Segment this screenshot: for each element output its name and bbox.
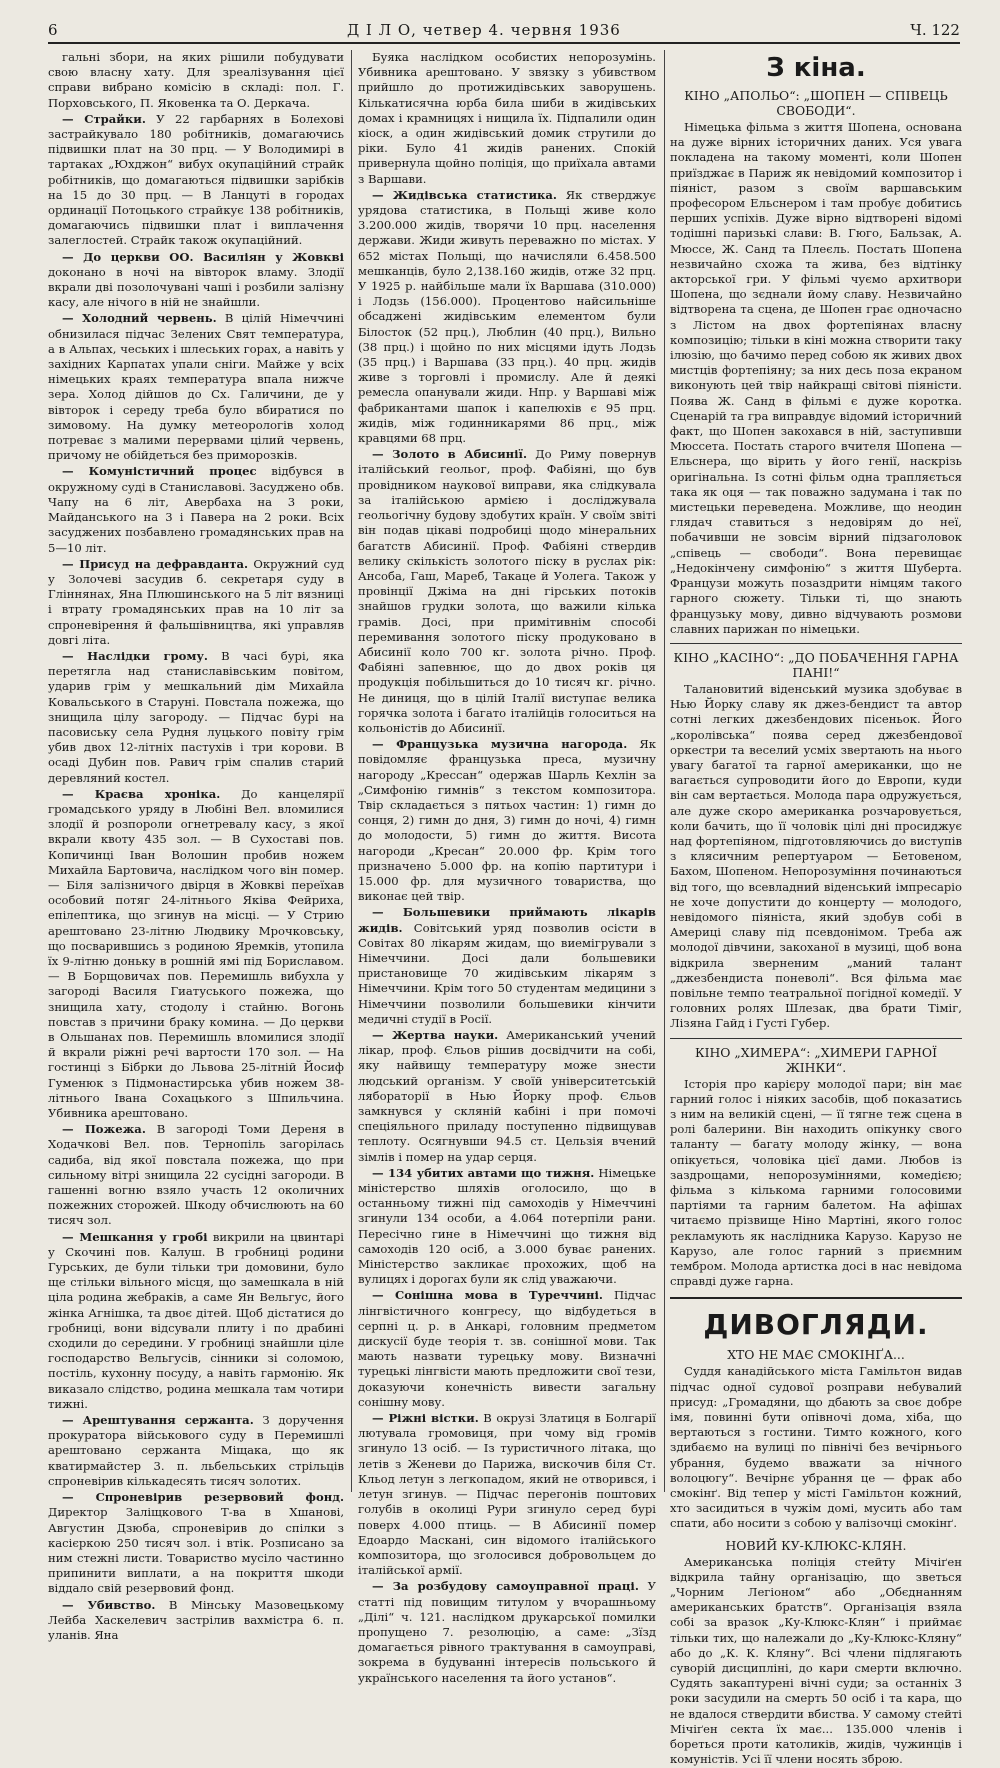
news-item-text: В окрузі Златиця в Болгарії лютувала громовиця, при чому від громів згинуло 13 осіб. — Із туристичного літака, що летів з Женеви до Парижа, вискочив біля Ст. Кльод летун з легкопадом, який не отворився, і летун згинув. — Підчас перегонів поштових голубів в околиці Рури згинуло серед бурі поверх 4.000 птиць. — В Абисинії помер Едоардо Маскані, син відомого італійського композитора, що зголосився добровольцем до італійської армії. <box>358 1411 657 1578</box>
news-item <box>48 1490 344 1596</box>
news-item <box>358 1579 656 1685</box>
divider <box>670 1297 962 1299</box>
news-item <box>48 1598 344 1644</box>
news-item-title: — Убивство. <box>62 1597 156 1612</box>
news-item-title: — Холодний червень. <box>62 311 217 326</box>
curiosity-text: Американська поліція стейту Мічіґен відкрила тайну організацію, що зветься „Чорним Легіоном“ або „Обєднанням американських братств“. Організація взяла собі за вразок „Ку-Клюкс-Клян“ і приймає тільки тих, що належали до „Ку-Клюкс-Кляну“ або до „К. К. Кляну“. Всі члени підлягають суворій дисципліні, до кари смерти включно. Судять закаптурені вічні суди; за останніх 3 роки засудили на смерть 50 осіб і та кара, що не вдалося ствердити вбиства. У самому стейті Мічіґен секта їх має... 135.000 членів і бореться проти католиків, жидів, чужинців і комуністів. Усі її члени носять зброю. <box>670 1554 962 1767</box>
news-item-title: — Большевики приймають лікарів жидів. <box>358 905 656 935</box>
news-item-text: В часі бурі, яка перетягла над станиславівським повітом, ударив грім у мешкальний дім Михайла Ковальського в Старуні. Повстала пожежа, що знищила цілу загороду. — Підчас бурі на пасовиську села Рудня луцького повіту грім убив двох 12-літніх пастухів і три корови. В осаді Дубин пов. Равич грім спалив старий деревляний костел. <box>48 648 344 785</box>
news-item-title: — Страйки. <box>62 111 146 126</box>
film-review-title: КІНО „ХИМЕРА“: „ХИМЕРИ ГАРНОЇ ЖІНКИ“. <box>695 1044 937 1075</box>
news-item-title: — Ріжні вістки. <box>372 1411 479 1426</box>
news-item-text: Совітський уряд позволив осісти в Совітах 80 лікарям жидам, що виемігрували з Німеччини. Досі дали большевики пристановище 70 жидівським лікарям з Німеччини. Крім того 50 студентам медицини з Німеччини позволили большевики кінчити медичні студії в Росії. <box>358 920 657 1026</box>
news-item-title: — Мешкання у гробі <box>62 1229 208 1244</box>
film-review-text: Історія про карієру молодої пари; він має гарний голос і ніяких засобів, щоб показатись з ним на великій сцені, — її тягне теж сцена в ролі балерини. Він находить опікунку свого таланту — багату молоду жінку, — вона опікується, чоловіка цієї дами. Любов із заздрощами, непорозуміннями, комедією; фільма з кількома гарними голосовими партіями та гарним балетом. На афішах читаємо прізвище Ніно Мартіні, якого голос рекламують як наслідника Карузо. Карузо не Карузо, але голос гарний з приємним тембром. Молода артистка досі в нас невідома справді дуже гарна. <box>670 1076 962 1289</box>
news-item <box>358 1028 656 1165</box>
news-item-title: — За розбудову самоуправної праці. <box>372 1579 639 1594</box>
column-rule <box>664 50 665 1492</box>
divider <box>670 643 962 644</box>
news-item-title: — До церкви ОО. Василіян у Жовкві <box>62 249 344 264</box>
news-item-title: — Наслідки грому. <box>62 648 208 663</box>
news-item <box>48 557 344 648</box>
issue-number: Ч. 122 <box>910 21 960 39</box>
news-item-title: — Сонішна мова в Туреччині. <box>372 1288 603 1303</box>
news-item-title: — Комуністичний процес <box>62 464 257 479</box>
news-item-text: У 22 гарбарнях в Болехові застрайкувало 180 робітників, домагаючись підвишки плат на 30 прц. — У Володимирі в тартаках „Юхджон“ вибух окупаційний страйк робітників, що домагаються підвишки зарібків на 15 до 30 прц. — В Ланцуті в городах ординації Потоцького страйкує 138 робітників, домагаючись підвишки плат і виплачення залеглостей. Страйк також окупаційний. <box>48 111 344 248</box>
news-item-text: Як повідомляє французька преса, музичну нагороду „Кресcан“ одержав Шарль Кехлін за „Симфонію гимнів“ з текстом композитора. Твір складається з пятьох частин: 1) гимн до сонця, 2) гимн до дня, 3) гимн до ночі, 4) гимн до молодости, 5) гимн до життя. Висота нагороди „Кресан“ 20.000 фр. Крім того призначено 5.000 фр. на копію партитури і 15.000 фр. для музичного товариства, що виконає цей твір. <box>358 737 656 904</box>
news-item-text: відбувся в окружному суді в Станиславові. Засуджено обв. Чапу на 6 літ, Авербаха на 3 роки, Майданського на 3 і Павера на 2 роки. Всіх засуджених позбавлено громадянських прав на 5—10 літ. <box>48 464 344 555</box>
news-item-text: У статті під повищим титулом у вчорашньому „Ділі“ ч. 121. наслідком друкарської помилки пропущено 7. резолюцію, а саме: „Зїзд домагається рівного трактування в самоуправі, зокрема в будуванні інтересів польського й українського населення та його установ“. <box>358 1579 656 1685</box>
news-item-text: Окружний суд у Золочеві засудив б. секретаря суду в Гліннянах, Яна Плюшинського на 5 літ вязниці і втрату громадянських прав на 10 літ за спроневірення й фальшівництва, які управляв довгі літа. <box>48 556 344 647</box>
news-item-title: — Золото в Абисинії. <box>372 447 527 462</box>
curiosity-text: Суддя канадійського міста Гамільтон видав підчас одної судової розправи небувалий присуд: „Громадяни, що дбають за своє добре імя, повинні бути опівночі дома, хіба, що вертаються з гостини. Тимто кожного, кого здибаємо на вулиці по північі без вечірнього убрання, будемо вважати за нічного волоцюгу“. Вечірнє убрання це — фрак або смокінґ. Від тепер у місті Гамільтон кожний, хто засидиться в чужім домі, мусить або там спати, або носити з собою у валізочці смокінґ. <box>670 1364 962 1531</box>
news-item-text: доконано в ночі на вівторок вламу. Злодії вкрали дві позолочувані чаші і розбили залізну касу, але нічого в ній не знайшли. <box>48 264 344 310</box>
news-item-title: — Краєва хроніка. <box>62 786 221 801</box>
news-item <box>48 112 344 249</box>
page-number: 6 <box>48 21 58 39</box>
article-continuation: Буяка наслідком особистих непорозумінь. Убивника арештовано. У звязку з убивством прийшло до протижидівських заворушень. Кількатисячна юрба била шиби в жидівських домах і крамницях і нищила їх. Підпалили один кіоск, а один жидівський домик струтили до ріки. Було 41 жидів ранених. Спокій привернула щойно поліція, що приїхала автами з Варшави. <box>358 50 656 186</box>
news-item <box>358 188 656 446</box>
news-item <box>48 1122 344 1228</box>
column-rule <box>351 50 352 1492</box>
news-item <box>358 1166 656 1288</box>
news-item-text: Американський учений лікар, проф. Єльов рішив досвідчити на собі, яку найвищу температуру може знести людський організм. У своїй університетській лябораторії в Нью Йорку проф. Єльов замкнувся у скляній кабіні і при помочі спеціяльного приладу поступенно підвищував теплоту. Осягнувши 94.5 ст. Цельзія вчений зімлів і помер на удар серця. <box>358 1028 657 1164</box>
news-item-text: До канцелярії громадського уряду в Любіні Вел. вломилися злодії й розпороли огнетревалу касу, з якої вкрали квоту 435 зол. — В Сухоставі пов. Копичинці Іван Волошин пробив ножем Михайла Бартовича, наслідком чого він помер. — Біля залізничого двірця в Жовкві переїхав особовий потяг 24-літнього Яківа Фейриха, епілептика, що згинув на місці. — У Стрию арештовано 23-літню Людвику Мрочковську, що посварившись з родиною Яремків, утопила їх 9-літню доньку в рошній ямі під Бориславом. — В Борщовичах пов. Перемишль вибухла у загороді Василя Гиатуського пожежа, що знищила хату, стодолу і стайню. Вогонь повстав з причини браку комина. — До церкви в Ольшанах пов. Перемишль вломилися злодії й вкрали ріжні речі вартости 170 зол. — На гостинці з Бібрки до Львова 25-літній Йосиф Гуменюк з Підмонастирська убив ножем 38-літнього Івана Сохацького з Шпильчина. Убивника арештовано. <box>48 786 345 1121</box>
news-item <box>48 649 344 786</box>
news-item <box>48 464 344 555</box>
column-1 <box>48 50 345 1642</box>
news-item <box>48 250 344 311</box>
news-item <box>48 311 344 463</box>
news-item-text: Як стверджує урядова статистика, в Польщі живе коло 3.200.000 жидів, творячи 10 прц. населення держави. Жиди живуть переважно по містах. У 652 містах Польщі, що начисляли 6.458.500 мешканців, було 2,138.160 жидів, отже 32 прц. У 1925 р. найбільше мали їх Варшава (310.000) і Лодзь (156.000). Процентово найсильніше обсаджені жидівським елементом були Білосток (52 прц.), Люблин (40 прц.), Вильно (38 прц.) і щойно по них місцями ідуть Лодзь (35 прц.) і Варшава (33 прц.). 40 прц. жидів живе з торговлі і промислу. Але й деякі ремесла опанували жиди. Нпр. у Варшаві між фабрикантами шапок і капелюхів є 95 прц. жидів, між годинникарями 86 прц., між кравцями 68 прц. <box>358 187 657 446</box>
news-item-text: викрили на цвинтарі у Скочині пов. Калуш. В гробниці родини Гурських, де були тільки три домовини, було ще стільки вільного місця, що замешкала в ній ціла родина жебраків, а саме Ян Вельгус, його жінка Агнішка, та двоє дітей. Щоб дістатися до гробниці, вони відсували плиту і по драбині сходили до середини. У гробниці знайшли ціле господарство Вельгусів, сінники зі соломою, постіль, кухонну посуду, а навіть гармонію. Як виказало слідство, родина мешкала там чотири тижні. <box>48 1229 345 1411</box>
news-item <box>358 737 656 904</box>
news-item-text: Директор Заліщкового Т-ва в Хшанові, Августин Дзюба, спроневірив до спілки з касієркою 250 тисяч зол. і втік. Розписано за ним стежні листи. Товариство мусіло частинно припинити виплати, а на покриття шкоди віддало свій резервовий фонд. <box>48 1505 344 1596</box>
news-item-title: — Спроневірив резервовий фонд. <box>62 1490 344 1505</box>
page-header <box>48 18 960 44</box>
news-item <box>358 1411 656 1578</box>
news-item-text: До Риму повернув італійський геольог, проф. Фабіяні, що був провідником наукової виправи, яка слідкувала за італійською армією і досліджувала геольогічну будову здобутих країн. У своїм звіті він подав цікаві подробиці щодо мінеральних багатств Абисинії. Проф. Фабіяні ствердив велику скількість золотого піску в руслах рік: Ансоба, Гаш, Мареб, Такаце й Уолега. Також у провінції Джіма на дні гірських потоків знайшов грудки золота, що важили кілька грамів. Досі, при примітивнім способі перемивання золотого піску продуковано в Абисинії коло 700 кг. золота річно. Проф. Фабіяні запевнює, що до двох років ця продукція побільшиться до 10 тисяч кг. річно. Не диниця, що в цілій Італії виступає велика горячка золота і багато італійців голоситься на кольоністів до Абисинії. <box>358 447 656 735</box>
news-item-title: — Арештування сержанта. <box>62 1413 254 1428</box>
news-item-title: — Присуд на дефравданта. <box>62 556 249 571</box>
news-item <box>358 905 656 1027</box>
news-item-text: Підчас лінгвістичного конгресу, що відбудеться в серпні ц. р. в Анкарі, головним предметом дискусії буде теорія т. зв. сонішної мови. Так мають назвати турецьку мову. Визначні турецькі лінгвісти мають предложити свої тези, доказуючи конечність вивести загальну сонішну мову. <box>358 1288 656 1409</box>
article-continuation: гальні збори, на яких рішили побудувати свою власну хату. Для зреалізування цієї справи вибрано комісію в складі: пол. Г. Порховського, П. Яковенка та О. Деркача. <box>48 50 344 110</box>
column-2 <box>358 50 657 1685</box>
news-item <box>48 787 344 1121</box>
film-review-title: КІНО „АПОЛЬО“: „ШОПЕН — СПІВЕЦЬ СВОБОДИ“. <box>684 88 948 118</box>
film-review-title: КІНО „КАСІНО“: „ДО ПОБАЧЕННЯ ГАРНА ПАНІ!“ <box>673 649 959 680</box>
film-review-text: Німецька фільма з життя Шопена, основана на дуже вірних історичних даних. Уся увага покладена на такому моменті, коли Шопен приїзджає в Париж як невідомий композитор і піяніст, разом з своїм варшавським професором Ельснером і там пробує добитись перших успіхів. Дуже вірно відтворені відомі тодішні паризькі слави: В. Гюго, Бальзак, А. Мюссе, Ж. Санд та Плеєль. Постать Шопена незвичайно схожа та жива, без відтінку акторської гри. У фільмі чуємо архитвори Шопена, що зєднали йому славу. Незвичайно відтворена та сцена, де Шопен грає одночасно з Лістом на двох фортепіянах власну композицію; тільки в кіні можна створити таку ілюзію, що бачимо перед собою як живих двох мистців фортепіяну; за них десь поза екраном виконують цей твір найкращі світові піяністи. Поява Ж. Санд в фільмі є дуже коротка. Сценарій та гра виправдує відомий історичний факт, що Шопен закохався в ній, заступивши Мюссета. Постать старого вчителя Шопена — Ельснера, що вірить у його генії, наскрізь оригінальна. Із сотні фільм одна трапляється така як оця — так поважно задумана і так по мистецьки переведена. Можливе, що неодин глядач ставиться з недовірям до неї, побачивши не зовсім вірний підзаголовок „співець — свободи“. Вона перевищає „Недокінчену симфонію“ з життя Шуберта. Французи можуть позаздрити німцям такого гарного сюжету. Тільки ті, що знають французьку мову, дивно відчувають розмови славних парижан по німецьки. <box>670 120 962 636</box>
news-item-text: В загороді Томи Дереня в Ходачкові Вел. пов. Тернопіль загорілась садиба, від якої повстала пожежа, що при сильному вітрі знищила 22 сусідні загороди. В гашенні вогню взяло участь 12 околичних пожежних сторожей. Шкоду обчислюють на 60 тисяч зол. <box>48 1122 344 1228</box>
column-3 <box>670 50 962 1767</box>
news-item-title: — 134 убитих автами що тижня. <box>372 1165 595 1180</box>
news-item-text: В цілій Німеччині обнизилася підчас Зелених Свят температура, а в Альпах, чеських і шлеських горах, а навіть у західних Карпатах упали сніги. Майже у всіх німецьких краях температура впала нижче зера. Холод дійшов до Сх. Галичини, де у вівторок і середу треба було вбиратися по зимовому. На думку метеорологів холод потреває з малими перервами цілий червень, причому не обійдеться без приморозків. <box>48 311 345 463</box>
news-item-title: — Жидівська статистика. <box>372 187 557 202</box>
news-item <box>358 1288 656 1410</box>
news-item-text: З доручення прокуратора військового суду в Перемишлі арештовано сержанта Міщака, що як кватирмайстер 3. п. льбельських стрільців спроневірив кількадесять тисяч золотих. <box>48 1413 344 1488</box>
section-heading-curiosities: ДИВОГЛЯДИ. <box>703 1308 929 1342</box>
news-item <box>358 447 656 736</box>
divider <box>670 1038 962 1039</box>
news-item-title: — Французька музична нагорода. <box>372 737 628 752</box>
curiosity-title: ХТО НЕ МАЄ СМОКІНҐА... <box>727 1347 905 1363</box>
news-item <box>48 1230 344 1412</box>
newspaper-title: Д І Л О, четвер 4. червня 1936 <box>346 21 621 39</box>
film-review-text: Талановитий віденський музика здобуває в Нью Йорку славу як джез-бендист та автор сотні легких джезбендових пісеньок. Його „королівська“ поява серед джезбендової оркестри та веселий усміх звертають на нього увагу багатої та гарної американки, що не вагається супроводити його до Европи, куди він сам вертається. Молода пара одружується, але дуже скоро американка розчаровується, коли бачить, що її чоловік цілі дні просиджує над фортепіяном, підготовляючись до виступів з клясичним репертуаром — Бетовеном, Бахом, Шопеном. Непорозуміння починаються від того, що всевладний віденський імпресаріо не хоче допустити до концерту — молодого, невідомого піяніста, який здобув собі в Америці славу під псевдонімом. Треба аж молодої дівчини, закоханої в музиці, щоб вона відкрила зверненим „маний талант „джезбендиста поневолі“. Вся фільма має повільне темпо театральної погідної комедії. У головних ролях Шлезак, два брати Тіміг, Лізяна Гайд і Густі Губер. <box>670 681 962 1031</box>
curiosity-title: НОВИЙ КУ-КЛЮКС-КЛЯН. <box>725 1537 907 1553</box>
news-item-text: В Мінську Мазовецькому Лейба Хаскелевич застрілив вахмістра 6. п. уланів. Яна <box>48 1597 344 1642</box>
news-item-title: — Пожежа. <box>62 1122 146 1137</box>
news-item <box>48 1413 344 1489</box>
news-item-text: Німецьке міністерство шляхів оголосило, що в останньому тижні під самоходів у Німеччині згинули 134 особи, а 4.064 потерпіли рани. Пересічно гине в Німеччині що тижня від самоходів 120 осіб, а 3.000 буває ранених. Міністерство закликає прохожих, щоб на вулицях і дорогах були як слід уважаючи. <box>358 1165 656 1287</box>
section-heading-cinema: З кіна. <box>766 53 866 83</box>
news-item-title: — Жертва науки. <box>372 1028 499 1042</box>
